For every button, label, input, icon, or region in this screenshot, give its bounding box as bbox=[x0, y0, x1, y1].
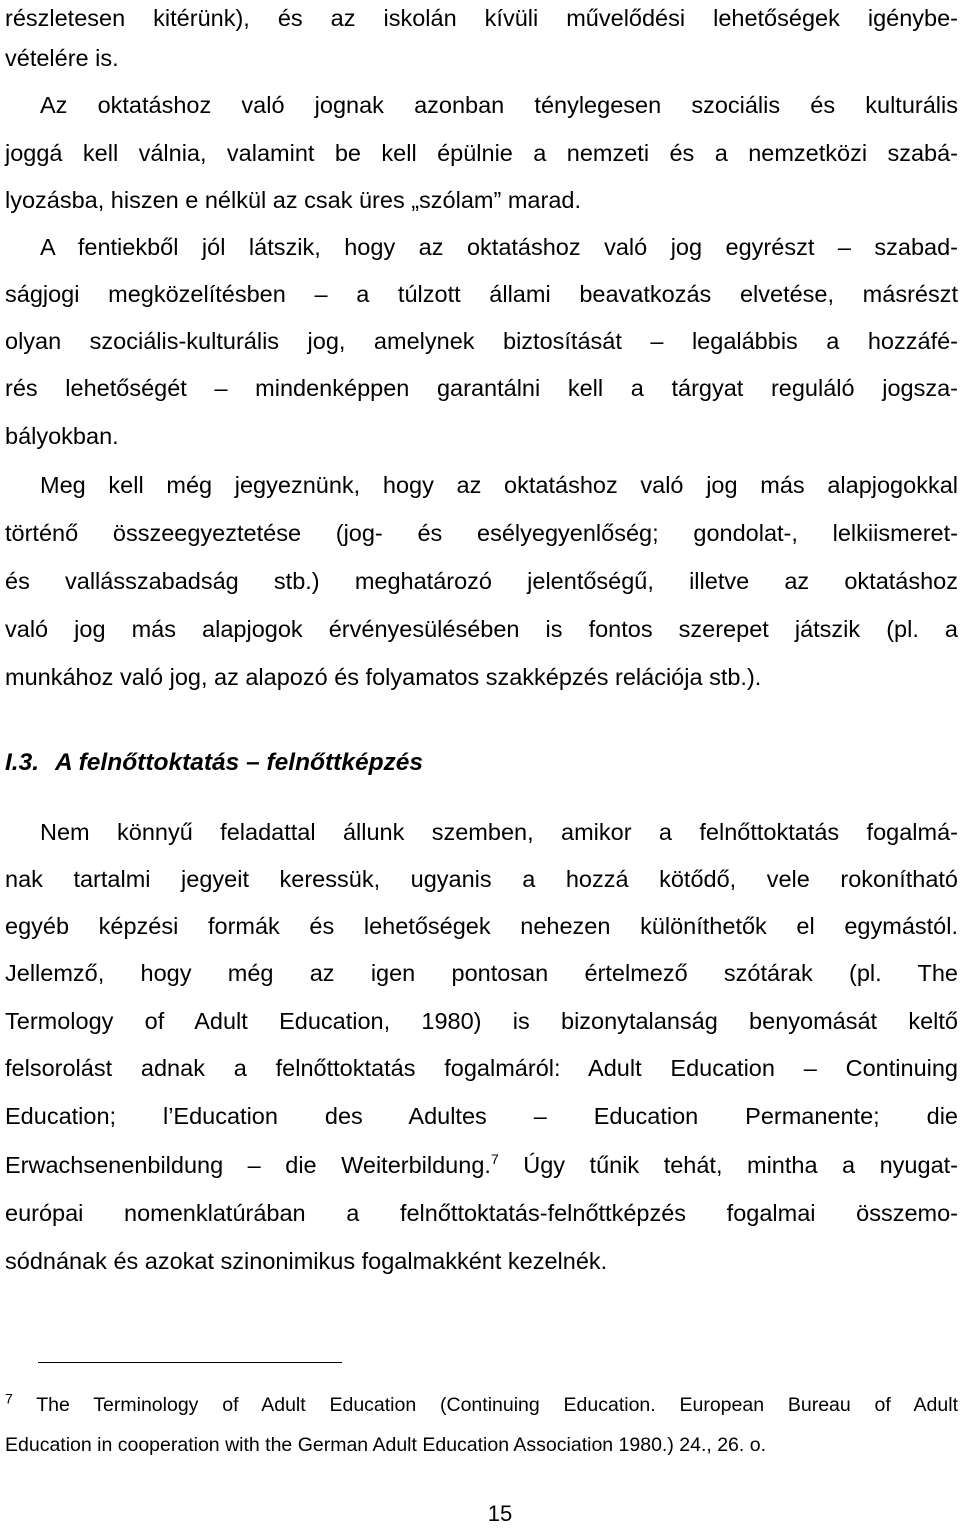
footnote-separator bbox=[38, 1362, 342, 1363]
section-line: egyéb képzési formák és lehetőségek nehezen különíthetők el egymástól. bbox=[5, 913, 958, 939]
footnote-line bbox=[5, 1388, 958, 1422]
footnote-reference[interactable]: 7 bbox=[490, 1151, 499, 1168]
section-line: európai nomenklatúrában a felnőttoktatás-felnőttképzés fogalmai összemo- bbox=[5, 1200, 958, 1226]
section-line-text: Erwachsenenbildung – die Weiterbildung. bbox=[5, 1152, 491, 1178]
body-line: rés lehetőségét – mindenképpen garantálni kell a tárgyat reguláló jogsza- bbox=[5, 375, 958, 401]
body-line: joggá kell válnia, valamint be kell épülnie a nemzeti és a nemzetközi szabá- bbox=[5, 140, 958, 166]
section-line: felsorolást adnak a felnőttoktatás fogalmáról: Adult Education – Continuing bbox=[5, 1055, 958, 1081]
section-line bbox=[5, 1145, 958, 1185]
body-line: munkához való jog, az alapozó és folyamatos szakképzés relációja stb.). bbox=[5, 664, 762, 690]
section-line: nak tartalmi jegyeit keressük, ugyanis a hozzá kötődő, vele rokonítható bbox=[5, 866, 958, 892]
body-line: lyozásba, hiszen e nélkül az csak üres „szólam” marad. bbox=[5, 187, 581, 213]
page-number: 15 bbox=[487, 1501, 513, 1526]
body-line: és vallásszabadság stb.) meghatározó jelentőségű, illetve az oktatáshoz bbox=[5, 568, 958, 594]
body-line: ságjogi megközelítésben – a túlzott állami beavatkozás elvetése, másrészt bbox=[5, 281, 958, 307]
body-line: való jog más alapjogok érvényesülésében is fontos szerepet játszik (pl. a bbox=[5, 616, 958, 642]
section-heading bbox=[5, 743, 423, 783]
section-line-text: Úgy tűnik tehát, mintha a nyugat- bbox=[498, 1152, 958, 1178]
body-line: Az oktatáshoz való jognak azonban ténylegesen szociális és kulturális bbox=[40, 92, 958, 118]
section-number: I.3. bbox=[5, 749, 40, 776]
section-line: Education; l’Education des Adultes – Education Permanente; die bbox=[5, 1103, 958, 1129]
section-line: Termology of Adult Education, 1980) is bizonytalanság benyomását keltő bbox=[5, 1008, 958, 1034]
footnote-marker: 7 bbox=[5, 1390, 13, 1407]
section-line: Nem könnyű feladattal állunk szemben, amikor a felnőttoktatás fogalmá- bbox=[40, 819, 958, 845]
footnote-text: The Terminology of Adult Education (Continuing Education. European Bureau of Adult bbox=[12, 1394, 958, 1416]
body-line: történő összeegyeztetése (jog- és esélyegyenlőség; gondolat-, lelkiismeret- bbox=[5, 520, 958, 546]
body-line: A fentiekből jól látszik, hogy az oktatáshoz való jog egyrészt – szabad- bbox=[40, 234, 958, 260]
body-line: bályokban. bbox=[5, 423, 119, 449]
body-line: olyan szociális-kulturális jog, amelynek biztosítását – legalábbis a hozzáfé- bbox=[5, 328, 958, 354]
body-line: részletesen kitérünk), és az iskolán kívüli művelődési lehetőségek igénybe- bbox=[5, 5, 958, 31]
footnote-line: Education in cooperation with the German Adult Education Association 1980.) 24., 26. o. bbox=[5, 1434, 766, 1456]
body-line: vételére is. bbox=[5, 45, 119, 71]
section-line: sódnának és azokat szinonimikus fogalmakként kezelnék. bbox=[5, 1248, 608, 1274]
body-line: Meg kell még jegyeznünk, hogy az oktatáshoz való jog más alapjogokkal bbox=[40, 472, 958, 498]
section-line: Jellemző, hogy még az igen pontosan értelmező szótárak (pl. The bbox=[5, 960, 958, 986]
section-title: A felnőttoktatás – felnőttképzés bbox=[55, 749, 424, 776]
